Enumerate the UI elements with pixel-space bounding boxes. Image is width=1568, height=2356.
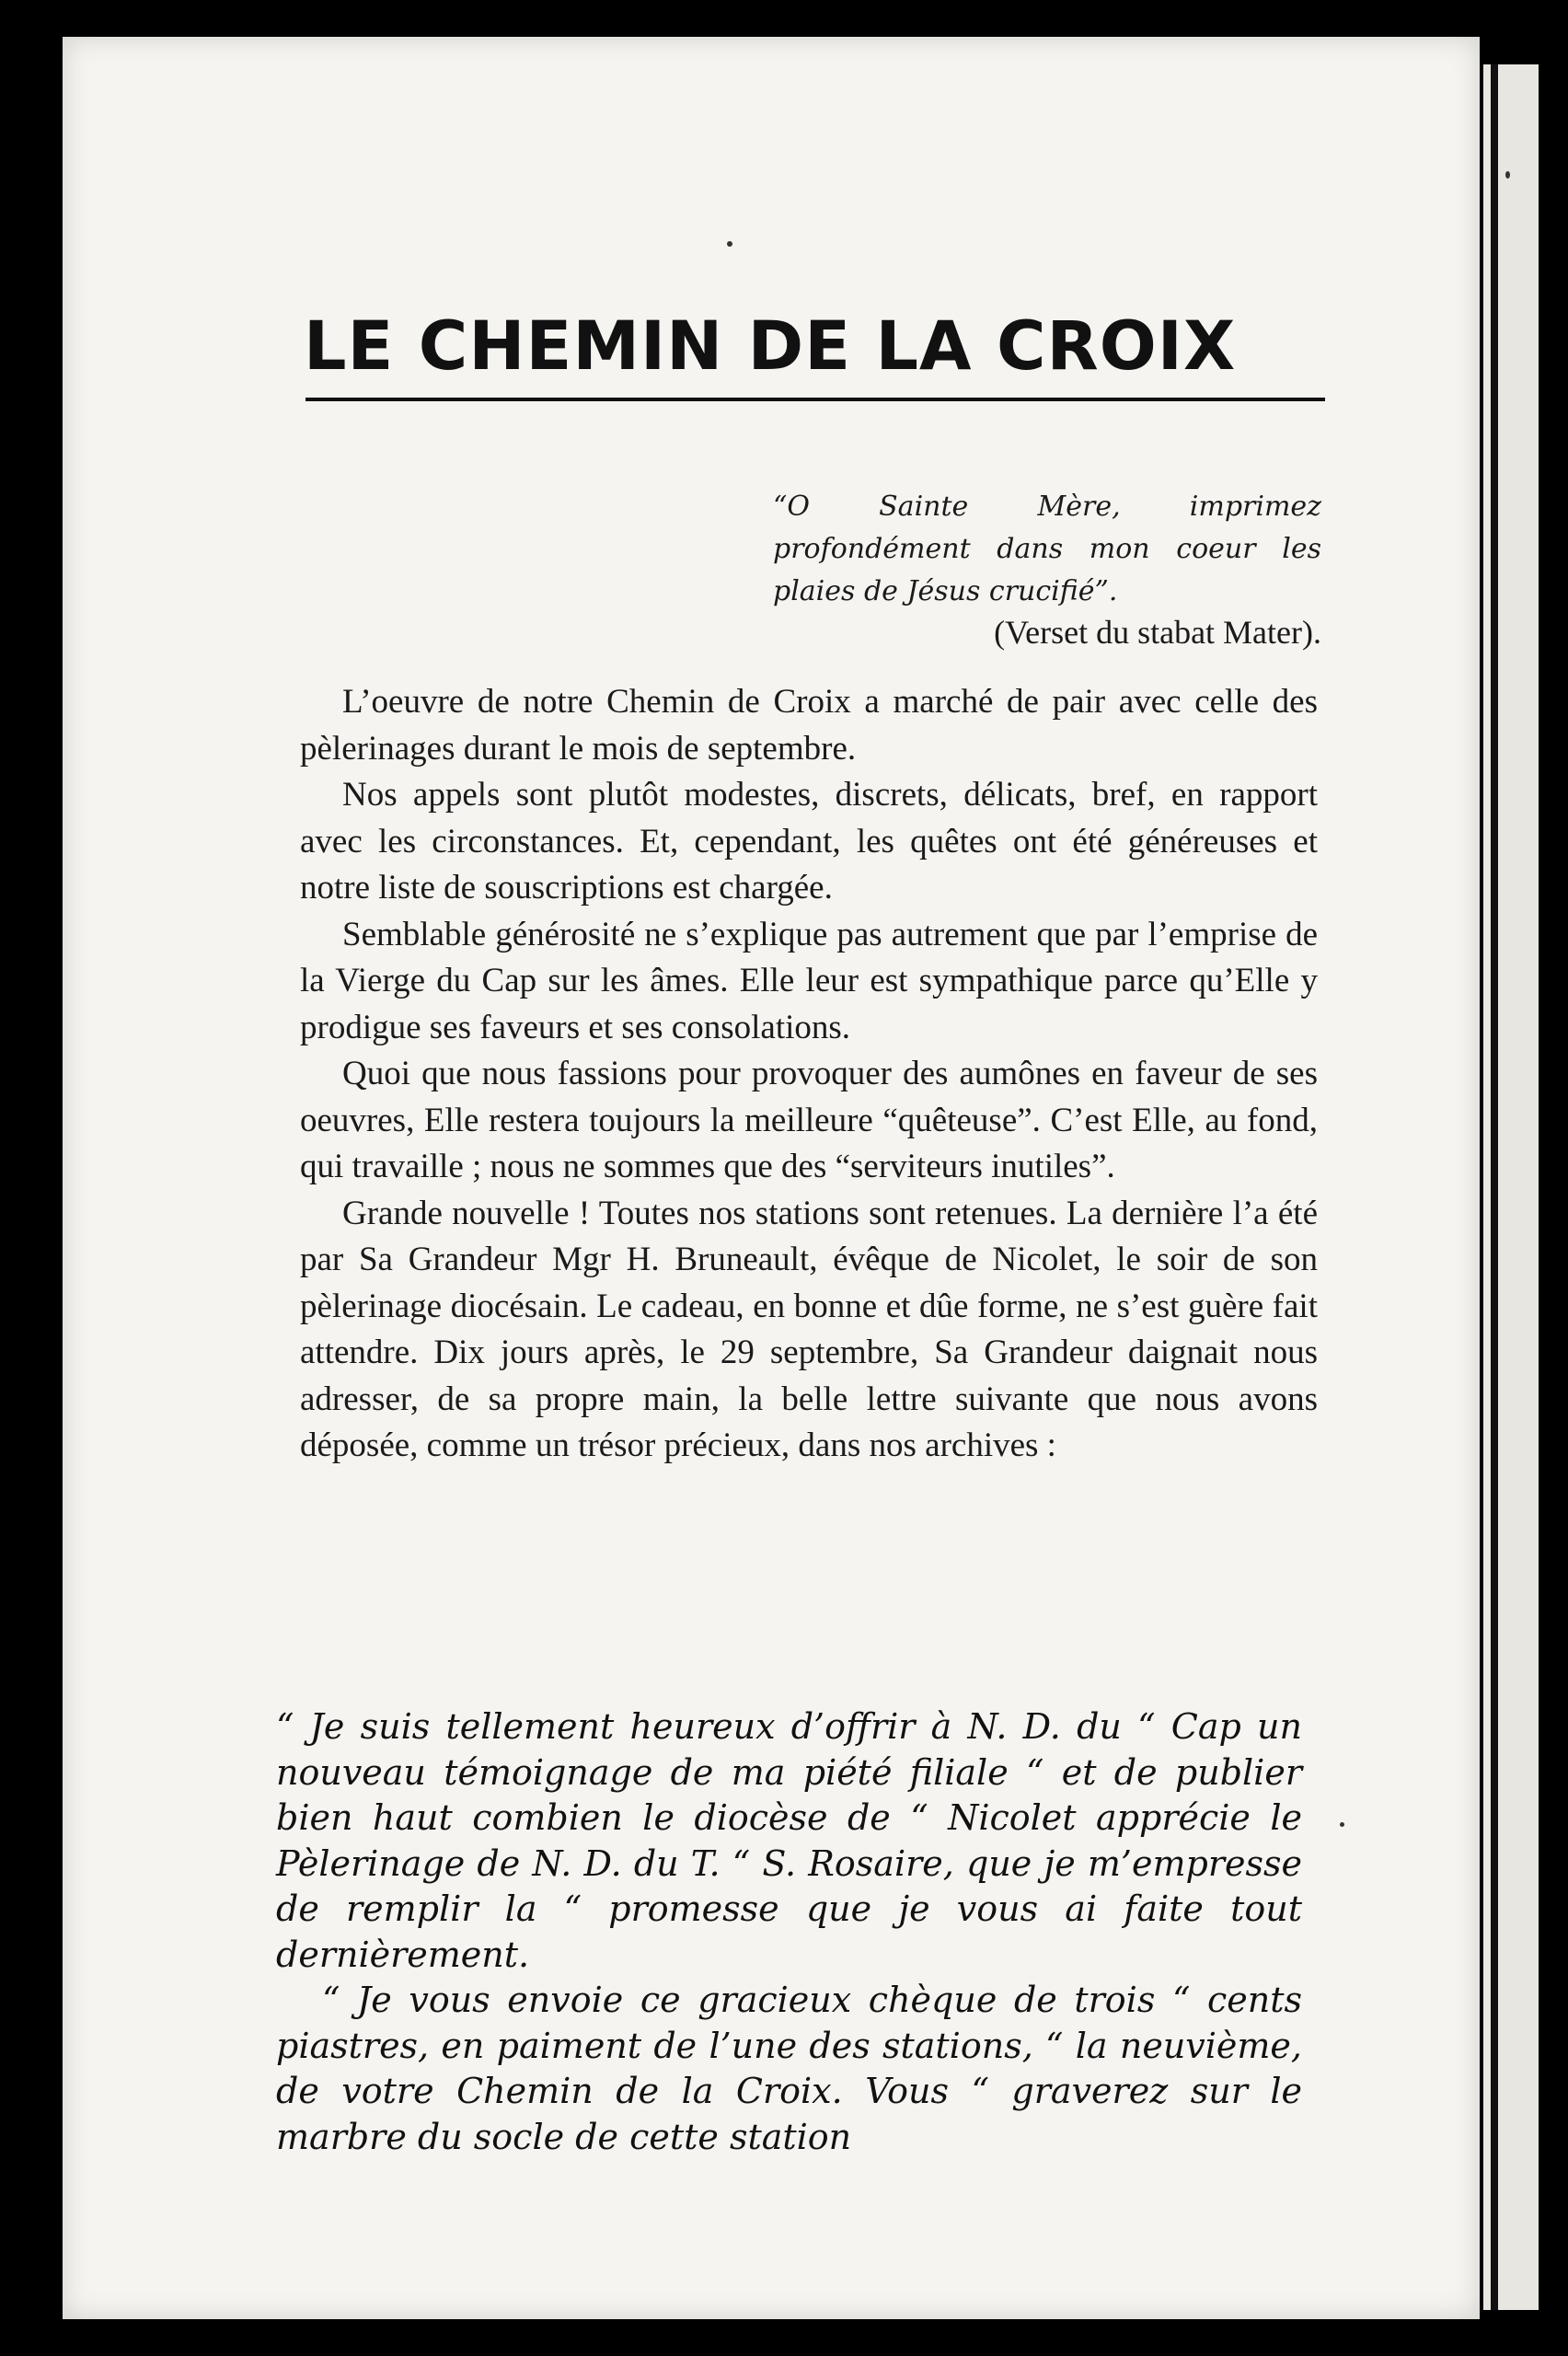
scan-speck — [727, 241, 732, 247]
page-gutter-shadow — [1491, 64, 1498, 2310]
paragraph-1: L’oeuvre de notre Chemin de Croix a marché de pair avec celle des pèlerinages durant le mois de septembre. — [300, 683, 1318, 768]
letter-paragraph-1: “ Je suis tellement heureux d’offrir à N. D. du “ Cap un nouveau témoignage de ma piété filiale “ et de publier bien haut combien le diocèse de “ Nicolet apprécie le Pèlerinage de N. D. du T. “ S. Rosaire, que je m’empresse de remplir la “ promesse que je vous ai faite tout dernièrement. — [276, 1706, 1302, 1975]
page-title: LE CHEMIN DE LA CROIX — [304, 307, 1237, 386]
article-body — [300, 679, 1318, 1470]
epigraph-source: (Verset du stabat Mater). — [994, 614, 1321, 651]
paragraph-4: Quoi que nous fassions pour provoquer des aumônes en faveur de ses oeuvres, Elle restera toujours la meilleure “quêteuse”. C’est Elle, au fond, qui travaille ; nous ne sommes que des “serviteurs inutiles”. — [300, 1055, 1318, 1185]
scan-speck — [1505, 171, 1510, 179]
paragraph-5: Grande nouvelle ! Toutes nos stations sont retenues. La dernière l’a été par Sa Grandeur Mgr H. Bruneault, évêque de Nicolet, le soir de son pèlerinage diocésain. Le cadeau, en bonne et dûe forme, ne s’est guère fait attendre. Dix jours après, le 29 septembre, Sa Grandeur daignait nous adresser, de sa propre main, la belle lettre suivante que nous avons déposée, comme un trésor précieux, dans nos archives : — [300, 1194, 1318, 1464]
epigraph-quote: “O Sainte Mère, imprimez profondément dans mon coeur les plaies de Jésus crucifié”. — [773, 491, 1321, 607]
letter-paragraph-2: “ Je vous envoie ce gracieux chèque de trois “ cents piastres, en paiment de l’une des stations, “ la neuvième, de votre Chemin de la Croix. Vous “ graverez sur le marbre du socle de cette station — [276, 1980, 1302, 2157]
quoted-letter — [276, 1704, 1302, 2160]
title-underline — [306, 398, 1325, 401]
paragraph-2: Nos appels sont plutôt modestes, discrets, délicats, bref, en rapport avec les circonstances. Et, cependant, les quêtes ont été généreuses et notre liste de souscriptions est chargée. — [300, 776, 1318, 907]
scan-speck — [1340, 1822, 1344, 1827]
paragraph-3: Semblable générosité ne s’explique pas autrement que par l’emprise de la Vierge du Cap sur les âmes. Elle leur est sympathique parce qu’Elle y prodigue ses faveurs et ses consolations. — [300, 915, 1318, 1046]
